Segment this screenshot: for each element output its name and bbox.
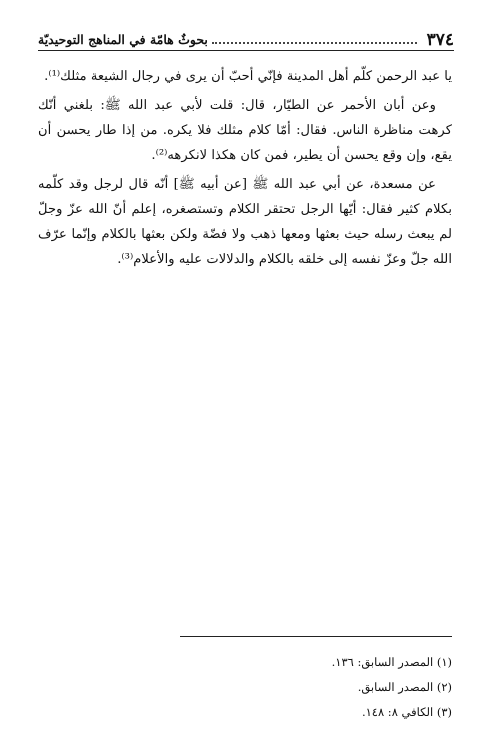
footnote-2: (٢) المصدر السابق. (357, 680, 452, 694)
footnote-1: (١) المصدر السابق: ١٣٦. (331, 655, 452, 669)
page-header (38, 24, 454, 51)
body-text (38, 64, 452, 276)
footnote-3: (٣) الكافي ٨: ١٤٨. (361, 705, 452, 719)
header-dot-leader (212, 42, 417, 44)
paragraph-2: وعن أبان الأحمر عن الطيّار، قال: قلت لأبي عبد الله ﷺ: بلغني أنّك كرهت مناظرة الناس. فقال: أمّا كلام مثلك فلا يكره. من إذا طار يحسن أن يقع، وإن وقع يحسن أن يطير، فمن كان هكذا لانكرهه⁽²⁾. (38, 98, 452, 163)
footnotes (38, 650, 452, 725)
running-title: بحوثٌ هامّة في المناهج التوحيديّة (38, 32, 208, 47)
paragraph-1: يا عبد الرحمن كلّم أهل المدينة فإنّي أحبّ أن يرى في رجال الشيعة مثلك⁽¹⁾. (44, 69, 452, 84)
paragraph-3: عن مسعدة، عن أبي عبد الله ﷺ [عن أبيه ﷺ] أنّه قال لرجل وقد كلّمه بكلام كثير فقال: أيّها الرجل تحتقر الكلام وتستصغره، إعلم أنّ الله عزّ وجلّ لم يبعث رسله حيث بعثها ومعها ذهب ولا فضّة ولكن بعثها بالكلام وإنّما عرّف الله جلّ وعزّ نفسه إلى خلقه بالكلام والدلالات عليه والأعلام⁽³⁾. (38, 177, 452, 267)
footnote-divider (180, 636, 452, 637)
page-number: ٣٧٤ (426, 30, 454, 50)
